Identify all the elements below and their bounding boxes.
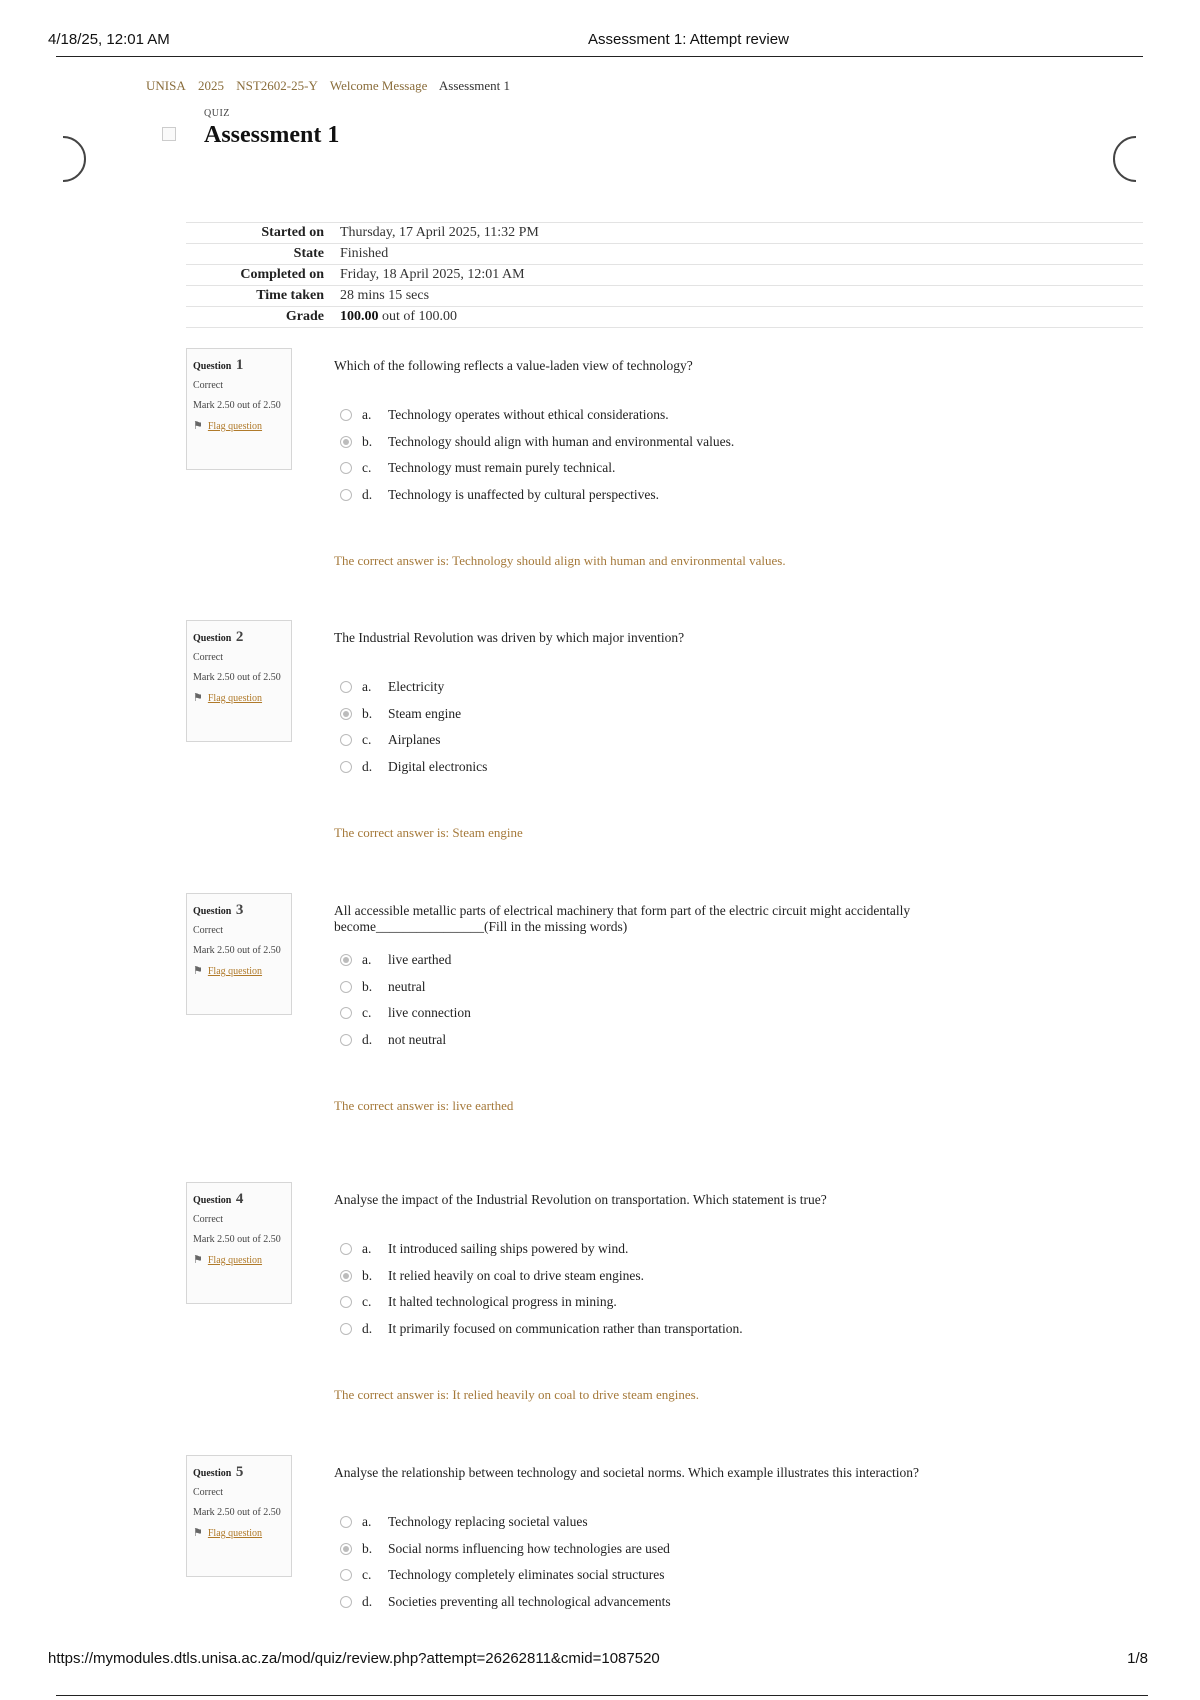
question-block [186, 620, 1143, 880]
answer-text: It halted technological progress in mining. [388, 1294, 617, 1310]
question-block [186, 1182, 1143, 1442]
quiz-icon [162, 127, 176, 141]
flag-icon: ⚑ [193, 965, 203, 977]
answer-text: Steam engine [388, 705, 462, 721]
flag-icon: ⚑ [193, 692, 203, 704]
question-mark: Mark 2.50 out of 2.50 [193, 1507, 281, 1518]
answer-option[interactable] [340, 1536, 671, 1563]
flag-question-link[interactable] [193, 1253, 285, 1266]
breadcrumb [146, 78, 519, 94]
answer-text: neutral [388, 978, 426, 994]
print-url: https://mymodules.dtls.unisa.ac.za/mod/quiz/review.php?attempt=26262811&cmid=1087520 [48, 1650, 660, 1667]
answer-radio[interactable] [340, 681, 352, 693]
question-heading [193, 629, 285, 646]
answer-letter: b. [362, 705, 373, 721]
question-label: Question [193, 906, 232, 917]
answer-option[interactable] [340, 1589, 671, 1616]
breadcrumb-year[interactable]: 2025 [197, 78, 224, 93]
summary-row-time [186, 286, 1143, 307]
question-number: 5 [235, 1464, 244, 1480]
answer-radio[interactable] [340, 734, 352, 746]
answer-radio[interactable] [340, 1296, 352, 1308]
answer-radio[interactable] [340, 761, 352, 773]
answer-option[interactable] [340, 1027, 471, 1054]
answer-option[interactable] [340, 402, 734, 429]
question-text: The Industrial Revolution was driven by which major invention? [334, 630, 685, 645]
question-number: 3 [235, 902, 244, 918]
answer-letter: d. [362, 1031, 373, 1047]
answer-letter: c. [362, 460, 372, 476]
flag-icon: ⚑ [193, 1254, 203, 1266]
question-info [186, 620, 292, 742]
flag-question-label: Flag question [207, 966, 263, 977]
header-divider [56, 56, 1143, 57]
answer-text: It introduced sailing ships powered by wind. [388, 1241, 629, 1257]
answer-option[interactable] [340, 1562, 671, 1589]
flag-question-label: Flag question [207, 1255, 263, 1266]
answer-text: Electricity [388, 679, 445, 695]
question-number: 4 [235, 1191, 244, 1207]
question-info [186, 1455, 292, 1577]
answer-radio[interactable] [340, 1596, 352, 1608]
answer-letter: b. [362, 1267, 373, 1283]
answer-letter: c. [362, 732, 372, 748]
grade-label: Grade [285, 309, 324, 324]
summary-row-state [186, 244, 1143, 265]
answer-radio[interactable] [340, 1569, 352, 1581]
answer-option[interactable] [340, 1289, 743, 1316]
activity-type-label: QUIZ [204, 108, 230, 119]
answer-letter: c. [362, 1294, 372, 1310]
answer-radio[interactable] [340, 708, 352, 720]
grade-value-cell [340, 307, 1143, 328]
question-number: 1 [235, 357, 244, 373]
answer-letter: d. [362, 1593, 373, 1609]
answer-letter: a. [362, 407, 372, 423]
question-label: Question [193, 361, 232, 372]
answer-letter: b. [362, 978, 373, 994]
question-state: Correct [193, 1214, 223, 1225]
question-heading [193, 1464, 285, 1481]
footer-divider [56, 1695, 1148, 1696]
answer-letter: c. [362, 1567, 372, 1583]
answer-option[interactable] [340, 1263, 743, 1290]
answer-text: Technology operates without ethical considerations. [388, 407, 669, 423]
breadcrumb-current: Assessment 1 [438, 78, 511, 93]
flag-icon: ⚑ [193, 1527, 203, 1539]
flag-question-link[interactable] [193, 419, 285, 432]
breadcrumb-module[interactable]: NST2602-25-Y [236, 78, 318, 93]
completed-label: Completed on [240, 267, 324, 282]
answer-option[interactable] [340, 754, 487, 781]
answer-letter: a. [362, 952, 372, 968]
answer-list [340, 947, 471, 1053]
answer-option[interactable] [340, 482, 734, 509]
answer-text: live earthed [388, 952, 452, 968]
summary-row-grade [186, 307, 1143, 328]
drawer-toggle-left-icon[interactable] [40, 136, 86, 182]
question-info [186, 893, 292, 1015]
answer-text: Societies preventing all technological advancements [388, 1593, 671, 1609]
answer-letter: a. [362, 1514, 372, 1530]
flag-icon: ⚑ [193, 420, 203, 432]
answer-list [340, 1509, 671, 1615]
answer-option[interactable] [340, 727, 487, 754]
answer-radio[interactable] [340, 409, 352, 421]
summary-row-started [186, 223, 1143, 244]
answer-radio[interactable] [340, 981, 352, 993]
answer-option[interactable] [340, 455, 734, 482]
answer-text: Airplanes [388, 732, 441, 748]
started-value: Thursday, 17 April 2025, 11:32 PM [340, 225, 539, 240]
question-block [186, 893, 1143, 1153]
time-value: 28 mins 15 secs [340, 288, 430, 303]
answer-radio[interactable] [340, 489, 352, 501]
flag-question-link[interactable] [193, 1526, 285, 1539]
answer-list [340, 1236, 743, 1342]
state-value: Finished [340, 246, 389, 261]
flag-question-link[interactable] [193, 691, 285, 704]
question-text: Which of the following reflects a value-laden view of technology? [334, 358, 693, 373]
flag-question-label: Flag question [207, 421, 263, 432]
question-heading [193, 902, 285, 919]
print-date: 4/18/25, 12:01 AM [48, 31, 170, 48]
answer-letter: d. [362, 1320, 373, 1336]
answer-option[interactable] [340, 974, 471, 1001]
question-mark: Mark 2.50 out of 2.50 [193, 1234, 281, 1245]
answer-text: Technology completely eliminates social structures [388, 1567, 665, 1583]
answer-radio[interactable] [340, 1516, 352, 1528]
answer-letter: b. [362, 1540, 373, 1556]
answer-text: Digital electronics [388, 758, 488, 774]
state-label: State [293, 246, 324, 261]
drawer-toggle-right-icon[interactable] [1113, 136, 1159, 182]
question-info [186, 1182, 292, 1304]
print-page-number: 1/8 [1127, 1650, 1148, 1667]
answer-text: not neutral [388, 1031, 447, 1047]
answer-radio[interactable] [340, 1323, 352, 1335]
answer-letter: c. [362, 1005, 372, 1021]
question-number: 2 [235, 629, 244, 645]
correct-answer-feedback: The correct answer is: It relied heavily on coal to drive steam engines. [334, 1387, 699, 1402]
page-title: Assessment 1 [204, 122, 340, 148]
question-block [186, 348, 1143, 608]
answer-option[interactable] [340, 1236, 743, 1263]
answer-radio[interactable] [340, 436, 352, 448]
answer-text: Technology must remain purely technical. [388, 460, 616, 476]
question-label: Question [193, 633, 232, 644]
question-label: Question [193, 1195, 232, 1206]
question-state: Correct [193, 380, 223, 391]
answer-radio[interactable] [340, 1034, 352, 1046]
answer-letter: a. [362, 679, 372, 695]
answer-letter: b. [362, 433, 373, 449]
answer-text: Social norms influencing how technologies are used [388, 1540, 670, 1556]
started-label: Started on [261, 225, 324, 240]
answer-text: Technology replacing societal values [388, 1514, 588, 1530]
question-heading [193, 1191, 285, 1208]
flag-question-link[interactable] [193, 964, 285, 977]
question-state: Correct [193, 652, 223, 663]
answer-letter: d. [362, 486, 373, 502]
question-state: Correct [193, 1487, 223, 1498]
question-text: Analyse the relationship between technology and societal norms. Which example illustrates this interaction? [334, 1465, 919, 1480]
flag-question-label: Flag question [207, 1528, 263, 1539]
question-mark: Mark 2.50 out of 2.50 [193, 400, 281, 411]
answer-text: It relied heavily on coal to drive steam engines. [388, 1267, 645, 1283]
answer-radio[interactable] [340, 462, 352, 474]
answer-option[interactable] [340, 701, 487, 728]
answer-option[interactable] [340, 1509, 671, 1536]
answer-list [340, 674, 487, 780]
answer-option[interactable] [340, 674, 487, 701]
summary-row-completed [186, 265, 1143, 286]
answer-text: Technology should align with human and environmental values. [388, 433, 735, 449]
answer-radio[interactable] [340, 1007, 352, 1019]
answer-radio[interactable] [340, 1270, 352, 1282]
answer-letter: a. [362, 1241, 372, 1257]
answer-radio[interactable] [340, 954, 352, 966]
question-mark: Mark 2.50 out of 2.50 [193, 945, 281, 956]
answer-text: Technology is unaffected by cultural perspectives. [388, 486, 659, 502]
answer-option[interactable] [340, 947, 471, 974]
question-text: Analyse the impact of the Industrial Revolution on transportation. Which statement is true? [334, 1192, 827, 1207]
answer-option[interactable] [340, 1316, 743, 1343]
question-state: Correct [193, 925, 223, 936]
question-info [186, 348, 292, 470]
print-header [48, 28, 1143, 58]
grade-value: 100.00 [340, 309, 379, 324]
answer-option[interactable] [340, 429, 734, 456]
answer-option[interactable] [340, 1000, 471, 1027]
time-label: Time taken [256, 288, 324, 303]
grade-suffix: out of 100.00 [382, 309, 458, 324]
question-heading [193, 357, 285, 374]
breadcrumb-welcome[interactable]: Welcome Message [329, 78, 428, 93]
answer-radio[interactable] [340, 1543, 352, 1555]
answer-radio[interactable] [340, 1243, 352, 1255]
answer-text: It primarily focused on communication rather than transportation. [388, 1320, 743, 1336]
question-text: All accessible metallic parts of electrical machinery that form part of the electric circuit might accidentally become________________(Fill in the missing words) [334, 903, 911, 934]
answer-list [340, 402, 734, 508]
completed-value: Friday, 18 April 2025, 12:01 AM [340, 267, 525, 282]
print-footer [48, 1650, 1148, 1700]
correct-answer-feedback: The correct answer is: live earthed [334, 1098, 514, 1113]
attempt-summary-table [186, 222, 1143, 328]
question-label: Question [193, 1468, 232, 1479]
breadcrumb-unisa[interactable]: UNISA [146, 78, 186, 93]
answer-text: live connection [388, 1005, 471, 1021]
question-mark: Mark 2.50 out of 2.50 [193, 672, 281, 683]
flag-question-label: Flag question [207, 693, 263, 704]
print-doc-title: Assessment 1: Attempt review [588, 31, 789, 48]
correct-answer-feedback: The correct answer is: Steam engine [334, 825, 523, 840]
correct-answer-feedback: The correct answer is: Technology should align with human and environmental values. [334, 553, 786, 568]
answer-letter: d. [362, 758, 373, 774]
